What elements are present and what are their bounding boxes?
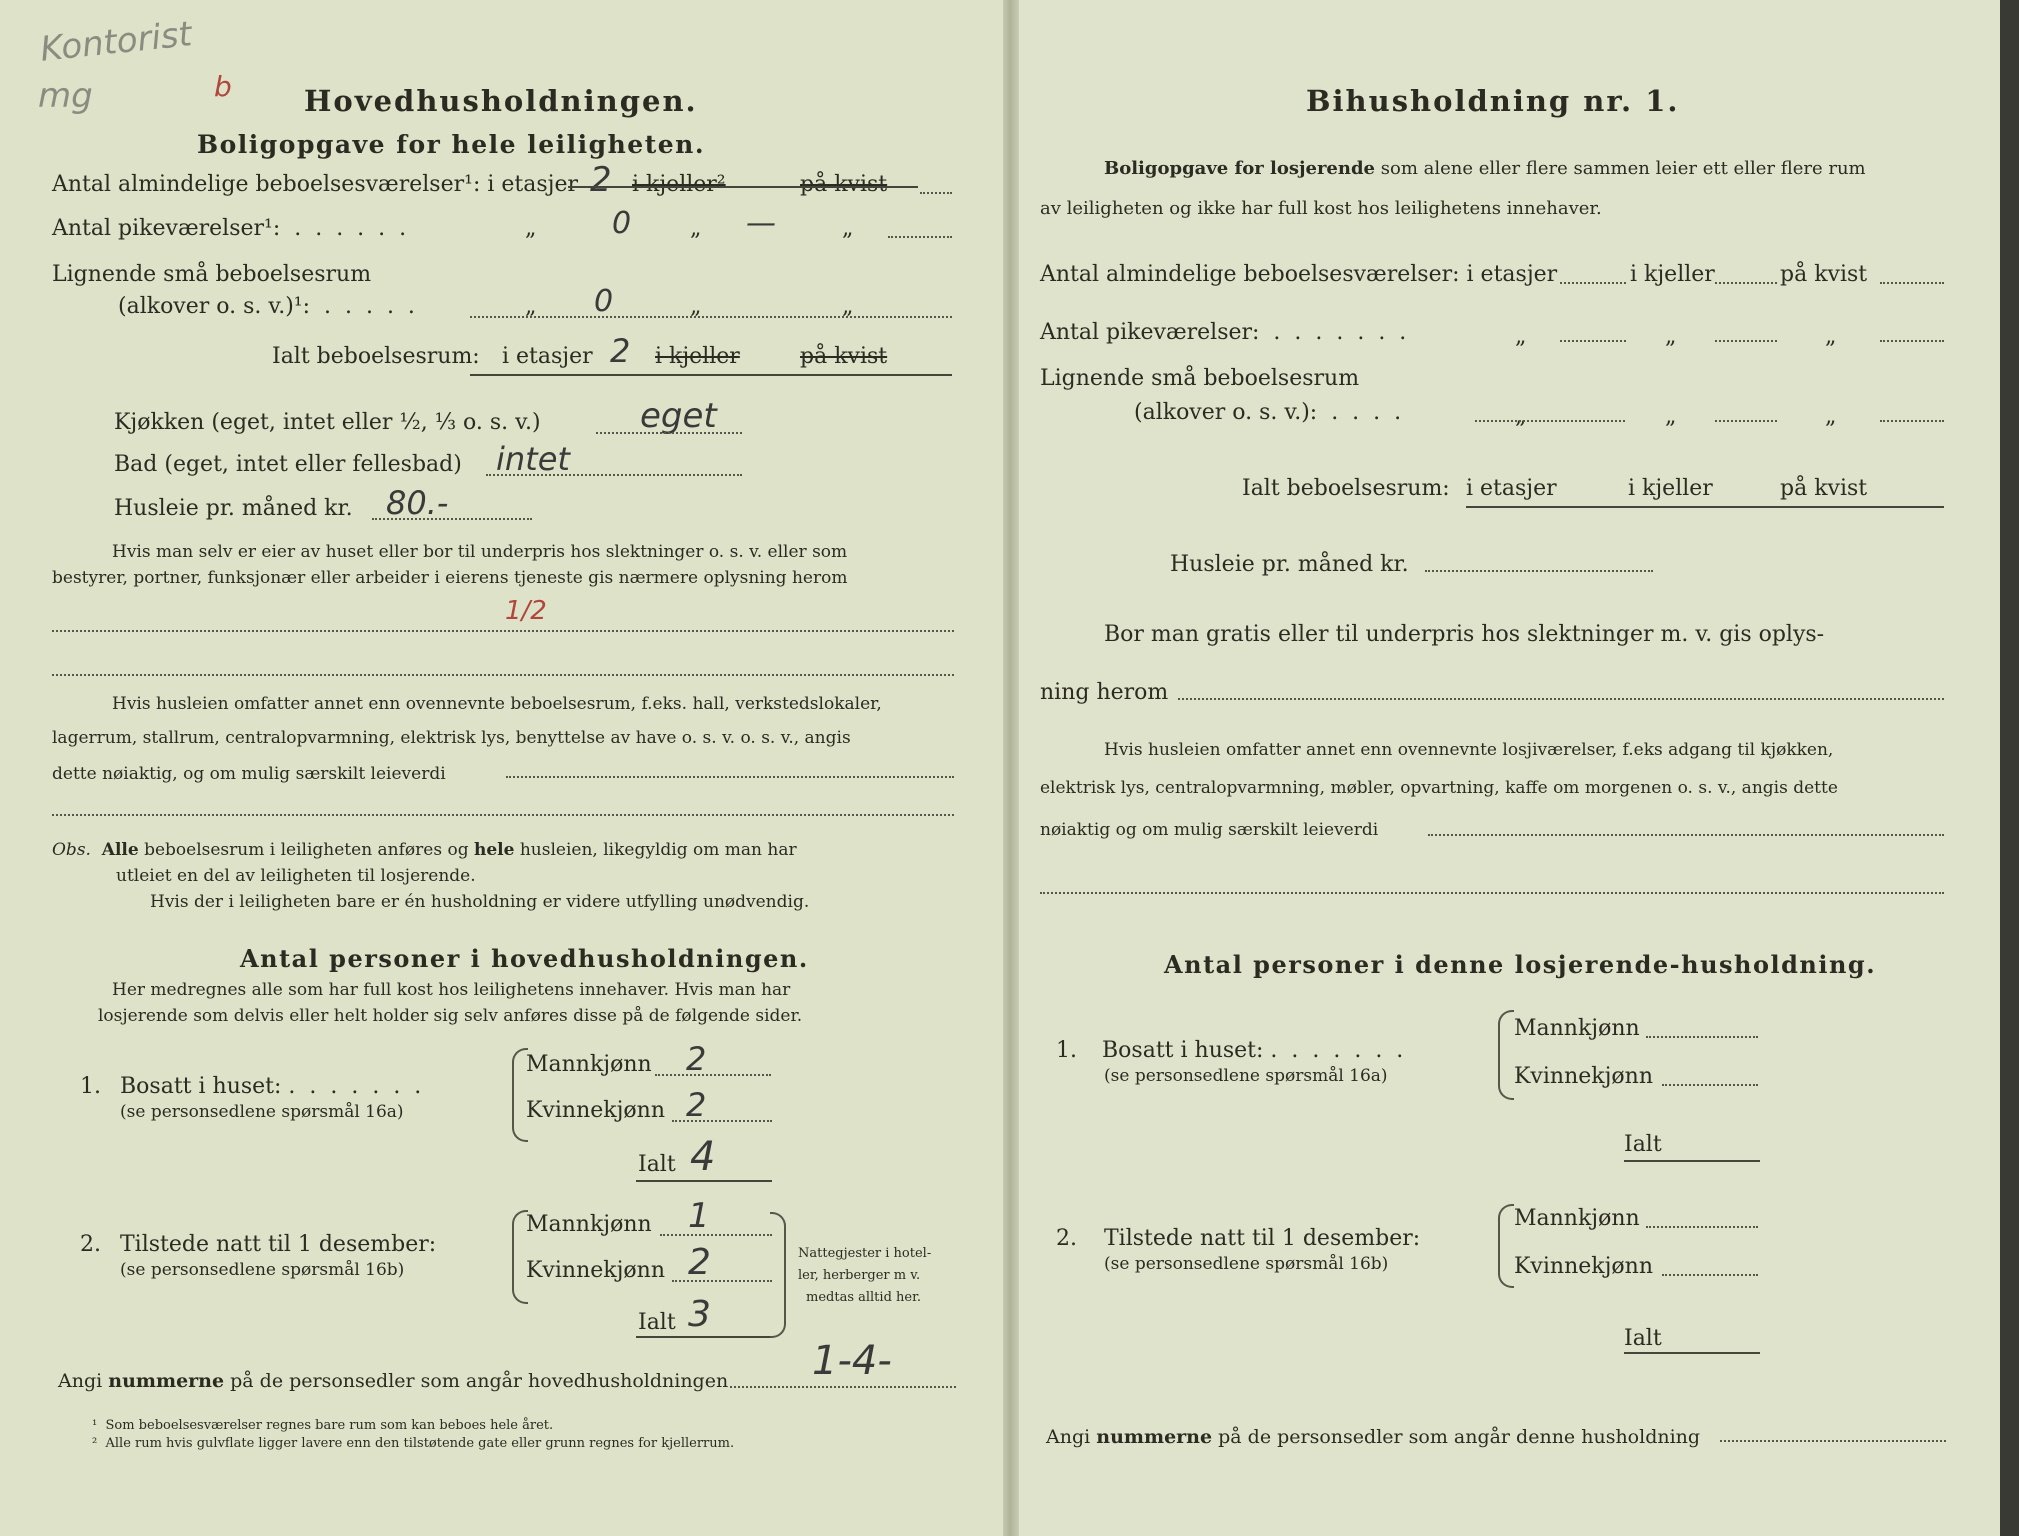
r-dotted-bosatt-female	[1662, 1084, 1758, 1086]
value-total-rooms: 2	[610, 332, 631, 370]
subtitle-housing: Boligopgave for hele leiligheten.	[197, 130, 706, 159]
r-tilstede-female-label: Kvinnekjønn	[1514, 1254, 1653, 1279]
value-maid-rooms: 0	[612, 206, 632, 241]
tilstede-male-label: Mannkjønn	[526, 1212, 652, 1237]
label-maid-rooms: Antal pikeværelser¹: . . . . . .	[52, 216, 407, 241]
label-rent: Husleie pr. måned kr.	[114, 496, 353, 521]
r-ditto-5: „	[1665, 404, 1677, 429]
r-dotted-note-2	[1040, 892, 1944, 894]
r-dotted-tilstede-male	[1646, 1226, 1758, 1228]
label-total-rooms: Ialt beboelsesrum:	[272, 344, 480, 369]
tilstede-female-label: Kvinnekjønn	[526, 1258, 665, 1283]
dotted-line-bosatt-male	[655, 1074, 771, 1076]
r-note-line1: Hvis husleien omfatter annet enn ovennevnte losjiværelser, f.eks adgang til kjøkken,	[1104, 740, 1834, 760]
obs-line1: Obs. Alle beboelsesrum i leiligheten anføres og hele husleien, likegyldig om man har	[52, 840, 797, 860]
ditto-mark-5: „	[690, 294, 702, 319]
dotted-line-bosatt-female	[672, 1120, 772, 1122]
bosatt-label: Bosatt i huset: . . . . . . .	[120, 1074, 422, 1099]
r-tilstede-label: Tilstede natt til 1 desember:	[1104, 1226, 1421, 1251]
intro-line1: Boligopgave for losjerende som alene eller flere sammen leier ett eller flere rum	[1104, 158, 1866, 179]
note-owner-line2: bestyrer, portner, funksjonær eller arbeider i eierens tjeneste gis nærmere oplysning herom	[52, 568, 848, 588]
label-similar-rooms: Lignende små beboelsesrum	[52, 262, 372, 287]
bosatt-female-value: 2	[686, 1086, 707, 1124]
nattegjester-line3: medtas alltid her.	[806, 1290, 922, 1305]
bosatt-male-value: 2	[686, 1040, 707, 1078]
bosatt-male-label: Mannkjønn	[526, 1052, 652, 1077]
strike-line-row1	[568, 186, 918, 188]
note-owner-line1: Hvis man selv er eier av huset eller bor til underpris hos slektninger o. s. v. eller som	[112, 542, 848, 562]
ditto-mark-1: „	[525, 216, 537, 241]
r-note-line2: elektrisk lys, centralopvarmning, møbler, opvartning, kaffe om morgenen o. s. v., angis dette	[1040, 778, 1838, 798]
r-label-rent: Husleie pr. måned kr.	[1170, 552, 1409, 577]
label-attic-struck: på kvist	[800, 172, 888, 197]
intro-line2: av leiligheten og ikke har full kost hos leilighetens innehaver.	[1040, 198, 1602, 219]
r-label-total-cellar: i kjeller	[1628, 476, 1713, 501]
label-kitchen: Kjøkken (eget, intet eller ½, ⅓ o. s. v.)	[114, 410, 541, 435]
tilstede-male-value: 1	[688, 1196, 710, 1236]
dotted-line-rent-value	[506, 776, 954, 778]
value-rooms-floors: 2	[590, 160, 612, 200]
r-dotted-note-1	[1428, 834, 1944, 836]
r-label-cellar: i kjeller	[1630, 262, 1715, 287]
r-underline-total	[1466, 506, 1944, 508]
bosatt-number: 1.	[80, 1074, 101, 1099]
dotted-line-row1	[920, 192, 952, 194]
r-ditto-1: „	[1515, 324, 1527, 349]
tilstede-total-label: Ialt	[638, 1310, 676, 1335]
label-ordinary-rooms: Antal almindelige beboelsesværelser¹: i etasjer	[52, 172, 579, 197]
persons-title: Antal personer i hovedhusholdningen.	[240, 944, 809, 973]
margin-note-occupation: Kontorist	[38, 14, 194, 70]
page-title-sub-household: Bihusholdning nr. 1.	[1306, 84, 1680, 118]
ditto-mark-2: „	[690, 216, 702, 241]
ditto-mark-3: „	[842, 216, 854, 241]
underline-bosatt-total	[636, 1180, 772, 1182]
footnote-2: ² Alle rum hvis gulvflate ligger lavere enn den tilstøtende gate eller grunn regnes for kjellerrum.	[92, 1436, 735, 1451]
r-label-ordinary-rooms: Antal almindelige beboelsesværelser: i etasjer	[1040, 262, 1558, 287]
tilstede-female-value: 2	[688, 1242, 711, 1283]
label-total-attic-struck: på kvist	[800, 344, 888, 369]
r-label-similar-rooms: Lignende små beboelsesrum	[1040, 366, 1360, 391]
r-bosatt-total-label: Ialt	[1624, 1132, 1662, 1157]
r-dotted-angi	[1720, 1440, 1946, 1442]
dotted-line-owner-2	[52, 674, 954, 676]
r-dotted-free	[1178, 698, 1944, 700]
nattegjester-line2: ler, herberger m v.	[798, 1268, 921, 1283]
dotted-line-bath	[486, 474, 742, 476]
r-dotted-attic	[1880, 282, 1944, 284]
dotted-line-kitchen	[596, 432, 742, 434]
r-free-line1: Bor man gratis eller til underpris hos slektninger m. v. gis oplys-	[1104, 622, 1825, 647]
label-total-floors: i etasjer	[502, 344, 593, 369]
margin-note-number: b	[214, 70, 232, 103]
note-rent-line3: dette nøiaktig, og om mulig særskilt leieverdi	[52, 764, 446, 784]
bosatt-total-label: Ialt	[638, 1152, 676, 1177]
note-rent-line1: Hvis husleien omfatter annet enn ovennevnte beboelsesrum, f.eks. hall, verkstedslokaler,	[112, 694, 882, 714]
bosatt-total-value: 4	[690, 1134, 716, 1180]
r-label-attic: på kvist	[1780, 262, 1868, 287]
r-ditto-4: „	[1515, 404, 1527, 429]
margin-mark-half: 1/2	[505, 596, 547, 626]
r-dotted-maid-3	[1880, 340, 1944, 342]
r-tilstede-number: 2.	[1056, 1226, 1077, 1251]
r-dotted-alcove-3	[1880, 420, 1944, 422]
label-alcoves: (alkover o. s. v.)¹: . . . . .	[118, 294, 415, 319]
r-dotted-rent	[1425, 570, 1653, 572]
page-fold	[1003, 0, 1019, 1536]
r-free-line2: ning herom	[1040, 680, 1169, 705]
brace-nattegjester	[770, 1212, 786, 1338]
r-underline-tilstede-total	[1624, 1352, 1760, 1354]
r-bosatt-label: Bosatt i huset: . . . . . . .	[1102, 1038, 1404, 1063]
nattegjester-line1: Nattegjester i hotel-	[798, 1246, 932, 1261]
r-bosatt-ref: (se personsedlene spørsmål 16a)	[1104, 1066, 1388, 1086]
underline-total	[470, 374, 952, 376]
dotted-line-row2	[888, 236, 952, 238]
page-title-main-household: Hovedhusholdningen.	[304, 84, 698, 118]
r-dotted-bosatt-male	[1646, 1036, 1758, 1038]
r-persons-title: Antal personer i denne losjerende-husholdning.	[1164, 950, 1877, 979]
ditto-mark-6: „	[842, 294, 854, 319]
note-rent-line2: lagerrum, stallrum, centralopvarmning, elektrisk lys, benyttelse av have o. s. v. o. s. v., angis	[52, 728, 851, 748]
label-total-cellar-struck: i kjeller	[655, 344, 740, 369]
r-label-alcoves: (alkover o. s. v.): . . . .	[1134, 400, 1402, 425]
angi-numbers-value: 1-4-	[812, 1338, 892, 1384]
dotted-line-rent-2	[52, 814, 954, 816]
r-bosatt-female-label: Kvinnekjønn	[1514, 1064, 1653, 1089]
persons-note1: Her medregnes alle som har full kost hos leilighetens innehaver. Hvis man har	[112, 980, 791, 1000]
r-dotted-alcove-2	[1715, 420, 1777, 422]
tilstede-total-value: 3	[688, 1294, 711, 1335]
tilstede-number: 2.	[80, 1232, 101, 1257]
r-label-total-floors: i etasjer	[1466, 476, 1557, 501]
value-kitchen: eget	[640, 396, 717, 436]
r-dotted-floors	[1560, 282, 1626, 284]
r-brace-tilstede	[1498, 1204, 1514, 1288]
r-ditto-3: „	[1825, 324, 1837, 349]
value-bath: intet	[496, 440, 570, 478]
dotted-line-row3	[470, 316, 952, 318]
r-angi-numbers: Angi nummerne på de personsedler som angår denne husholdning	[1046, 1426, 1701, 1448]
tilstede-label: Tilstede natt til 1 desember:	[120, 1232, 437, 1257]
r-dotted-alcove-1	[1475, 420, 1625, 422]
r-dotted-cellar	[1715, 282, 1777, 284]
right-page	[1010, 0, 2019, 1536]
label-cellar-struck: i kjeller²	[632, 172, 726, 197]
r-label-maid-rooms: Antal pikeværelser: . . . . . . .	[1040, 320, 1407, 345]
dotted-line-tilstede-female	[672, 1280, 772, 1282]
value-maid-rooms-2: —	[746, 206, 776, 241]
r-bosatt-number: 1.	[1056, 1038, 1077, 1063]
r-ditto-6: „	[1825, 404, 1837, 429]
r-label-total-rooms: Ialt beboelsesrum:	[1242, 476, 1450, 501]
obs-line2: utleiet en del av leiligheten til losjerende.	[116, 866, 476, 886]
r-dotted-tilstede-female	[1662, 1274, 1758, 1276]
obs-line3: Hvis der i leiligheten bare er én husholdning er videre utfylling unødvendig.	[150, 892, 810, 912]
bosatt-female-label: Kvinnekjønn	[526, 1098, 665, 1123]
sheet-edge	[2000, 0, 2019, 1536]
label-bath: Bad (eget, intet eller fellesbad)	[114, 452, 462, 477]
r-tilstede-ref: (se personsedlene spørsmål 16b)	[1104, 1254, 1389, 1274]
bosatt-ref: (se personsedlene spørsmål 16a)	[120, 1102, 404, 1122]
r-label-total-attic: på kvist	[1780, 476, 1868, 501]
r-ditto-2: „	[1665, 324, 1677, 349]
value-rent: 80.-	[386, 484, 449, 522]
dotted-line-tilstede-male	[660, 1234, 772, 1236]
r-bosatt-male-label: Mannkjønn	[1514, 1016, 1640, 1041]
margin-note-mg: mg	[38, 76, 93, 116]
dotted-line-owner-1	[52, 630, 954, 632]
value-alcoves: 0	[594, 284, 614, 319]
r-dotted-maid-2	[1715, 340, 1777, 342]
underline-tilstede-total	[636, 1336, 772, 1338]
r-note-line3: nøiaktig og om mulig særskilt leieverdi	[1040, 820, 1379, 840]
dotted-line-rent	[372, 518, 532, 520]
r-tilstede-male-label: Mannkjønn	[1514, 1206, 1640, 1231]
r-tilstede-total-label: Ialt	[1624, 1326, 1662, 1351]
r-dotted-maid-1	[1560, 340, 1626, 342]
angi-numbers-main: Angi nummerne på de personsedler som angår hovedhusholdningen	[58, 1370, 729, 1392]
footnote-1: ¹ Som beboelsesværelser regnes bare rum som kan beboes hele året.	[92, 1418, 554, 1433]
r-brace-bosatt	[1498, 1010, 1514, 1100]
dotted-line-angi-main	[730, 1386, 956, 1388]
persons-note2: losjerende som delvis eller helt holder sig selv anføres disse på de følgende sider.	[98, 1006, 803, 1026]
r-underline-bosatt-total	[1624, 1160, 1760, 1162]
ditto-mark-4: „	[525, 294, 537, 319]
tilstede-ref: (se personsedlene spørsmål 16b)	[120, 1260, 405, 1280]
